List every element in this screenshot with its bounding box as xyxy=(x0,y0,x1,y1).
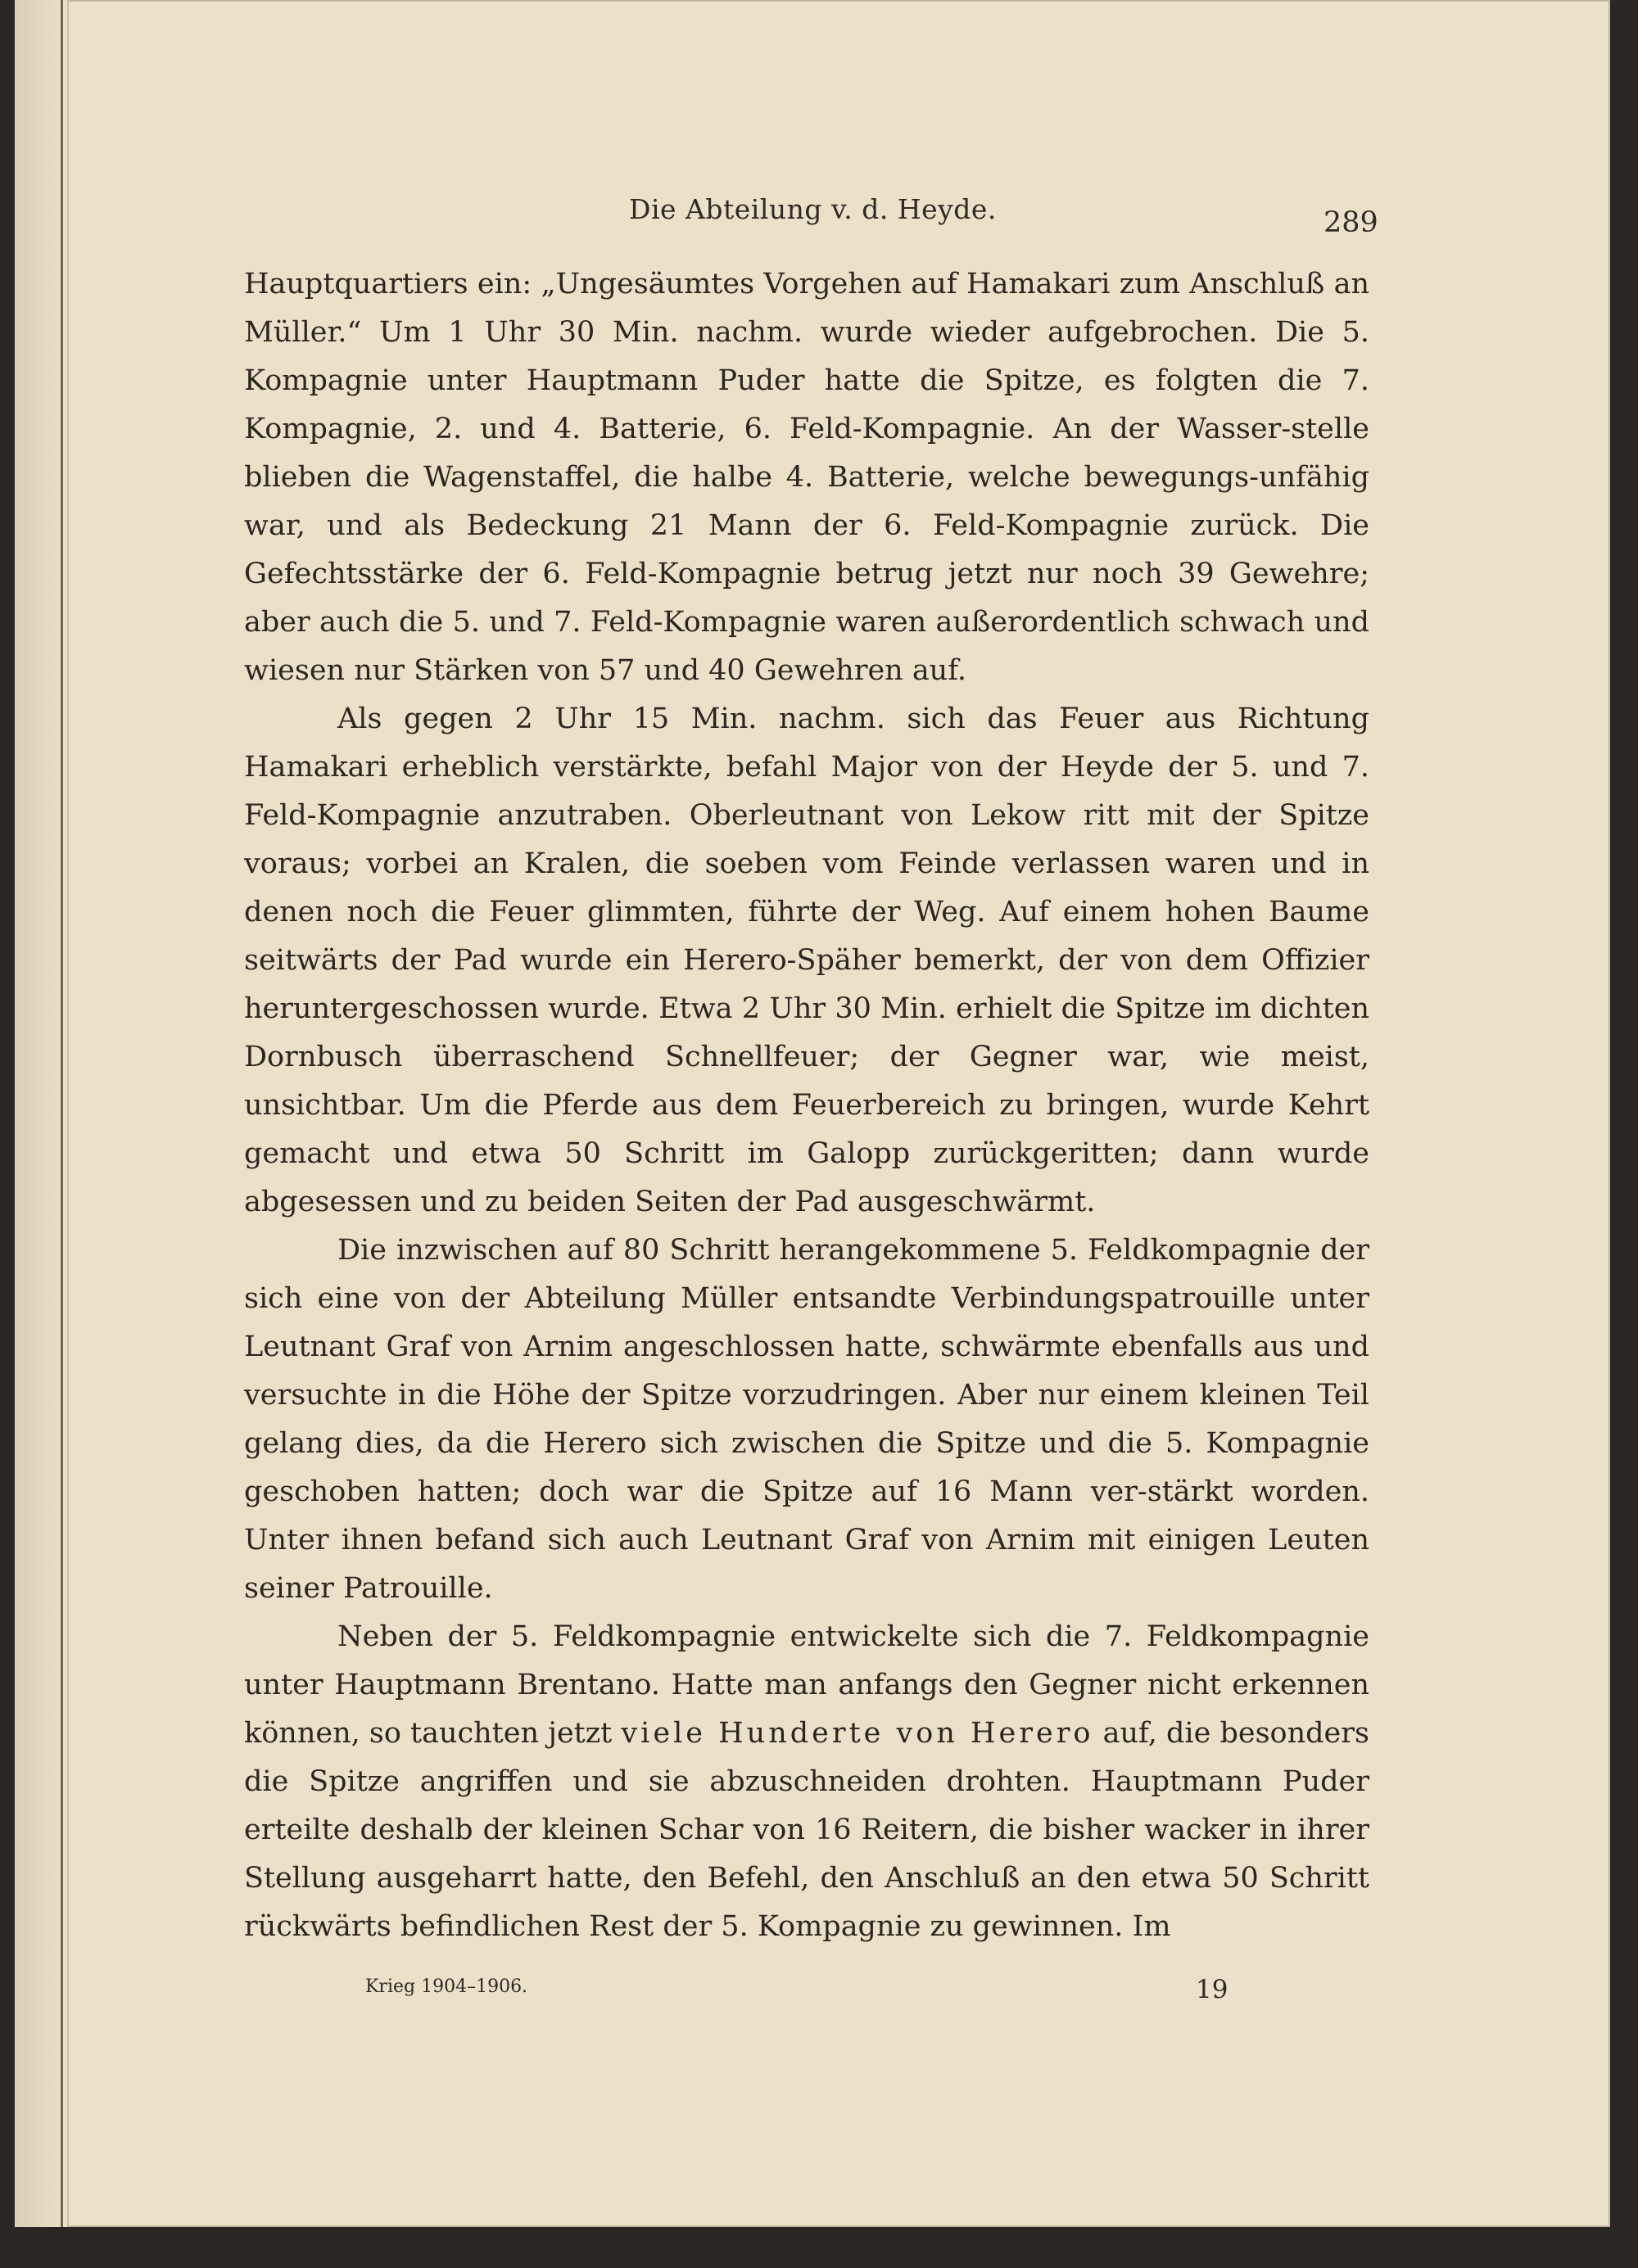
paragraph-4-start: Neben der 5. Feldkompagnie entwickelte sich die 7. Feldkompagnie unter Hauptmann Brentano. Hatte man anfangs den Gegner nicht erkennen können, so tauchten jetzt xyxy=(244,1620,1369,1750)
book-page xyxy=(15,0,1610,2227)
paragraph-4-end: auf, die besonders die Spitze angriffen und sie abzuschneiden drohten. Hauptmann Puder erteilte deshalb der kleinen Schar von 16 Reitern, die bisher wacker in ihrer Stellung ausgeharrt hatte, den Befehl, den Anschluß an den etwa 50 Schritt rückwärts befindlichen Rest der 5. Kompagnie zu gewinnen. Im xyxy=(244,1717,1369,1943)
emphasized-text: viele Hunderte von Herero xyxy=(621,1717,1094,1750)
footer-signature: Krieg 1904–1906. xyxy=(365,1977,528,1997)
page-number: 289 xyxy=(1324,206,1378,239)
paragraph-2: Als gegen 2 Uhr 15 Min. nachm. sich das Feuer aus Richtung Hamakari erheblich verstärkte, befahl Major von der Heyde der 5. und 7. Feld-Kompagnie anzutraben. Oberleutnant von Lekow ritt mit der Spitze voraus; vorbei an Kralen, die soeben vom Feinde verlassen waren und in denen noch die Feuer glimmten, führte der Weg. Auf einem hohen Baume seitwärts der Pad wurde ein Herero-Späher bemerkt, der von dem Offizier heruntergeschossen wurde. Etwa 2 Uhr 30 Min. erhielt die Spitze im dichten Dornbusch überraschend Schnellfeuer; der Gegner war, wie meist, unsichtbar. Um die Pferde aus dem Feuerbereich zu bringen, wurde Kehrt gemacht und etwa 50 Schritt im Galopp zurückgeritten; dann wurde abgesessen und zu beiden Seiten der Pad ausgeschwärmt. xyxy=(244,703,1369,1218)
footer-sheet-number: 19 xyxy=(1196,1975,1228,2004)
binding-edge xyxy=(61,0,63,2227)
running-header: Die Abteilung v. d. Heyde. xyxy=(629,193,997,225)
paragraph-4 xyxy=(244,1613,1369,1951)
paragraph-1: Hauptquartiers ein: „Ungesäumtes Vorgehen auf Hamakari zum Anschluß an Müller.“ Um 1 Uhr 30 Min. nachm. wurde wieder aufgebrochen. Die 5. Kompagnie unter Hauptmann Puder hatte die Spitze, es folgten die 7. Kompagnie, 2. und 4. Batterie, 6. Feld-Kompagnie. An der Wasser-stelle blieben die Wagenstaffel, die halbe 4. Batterie, welche bewegungs-unfähig war, und als Bedeckung 21 Mann der 6. Feld-Kompagnie zurück. Die Gefechtsstärke der 6. Feld-Kompagnie betrug jetzt nur noch 39 Gewehre; aber auch die 5. und 7. Feld-Kompagnie waren außerordentlich schwach und wiesen nur Stärken von 57 und 40 Gewehren auf. xyxy=(244,268,1369,687)
page-gutter xyxy=(15,0,69,2227)
paragraph-3: Die inzwischen auf 80 Schritt herangekommene 5. Feldkompagnie der sich eine von der Abteilung Müller entsandte Verbindungspatrouille unter Leutnant Graf von Arnim angeschlossen hatte, schwärmte ebenfalls aus und versuchte in die Höhe der Spitze vorzudringen. Aber nur einem kleinen Teil gelang dies, da die Herero sich zwischen die Spitze und die 5. Kompagnie geschoben hatten; doch war die Spitze auf 16 Mann ver-stärkt worden. Unter ihnen befand sich auch Leutnant Graf von Arnim mit einigen Leuten seiner Patrouille. xyxy=(244,1234,1369,1605)
body-text xyxy=(244,260,1369,1951)
